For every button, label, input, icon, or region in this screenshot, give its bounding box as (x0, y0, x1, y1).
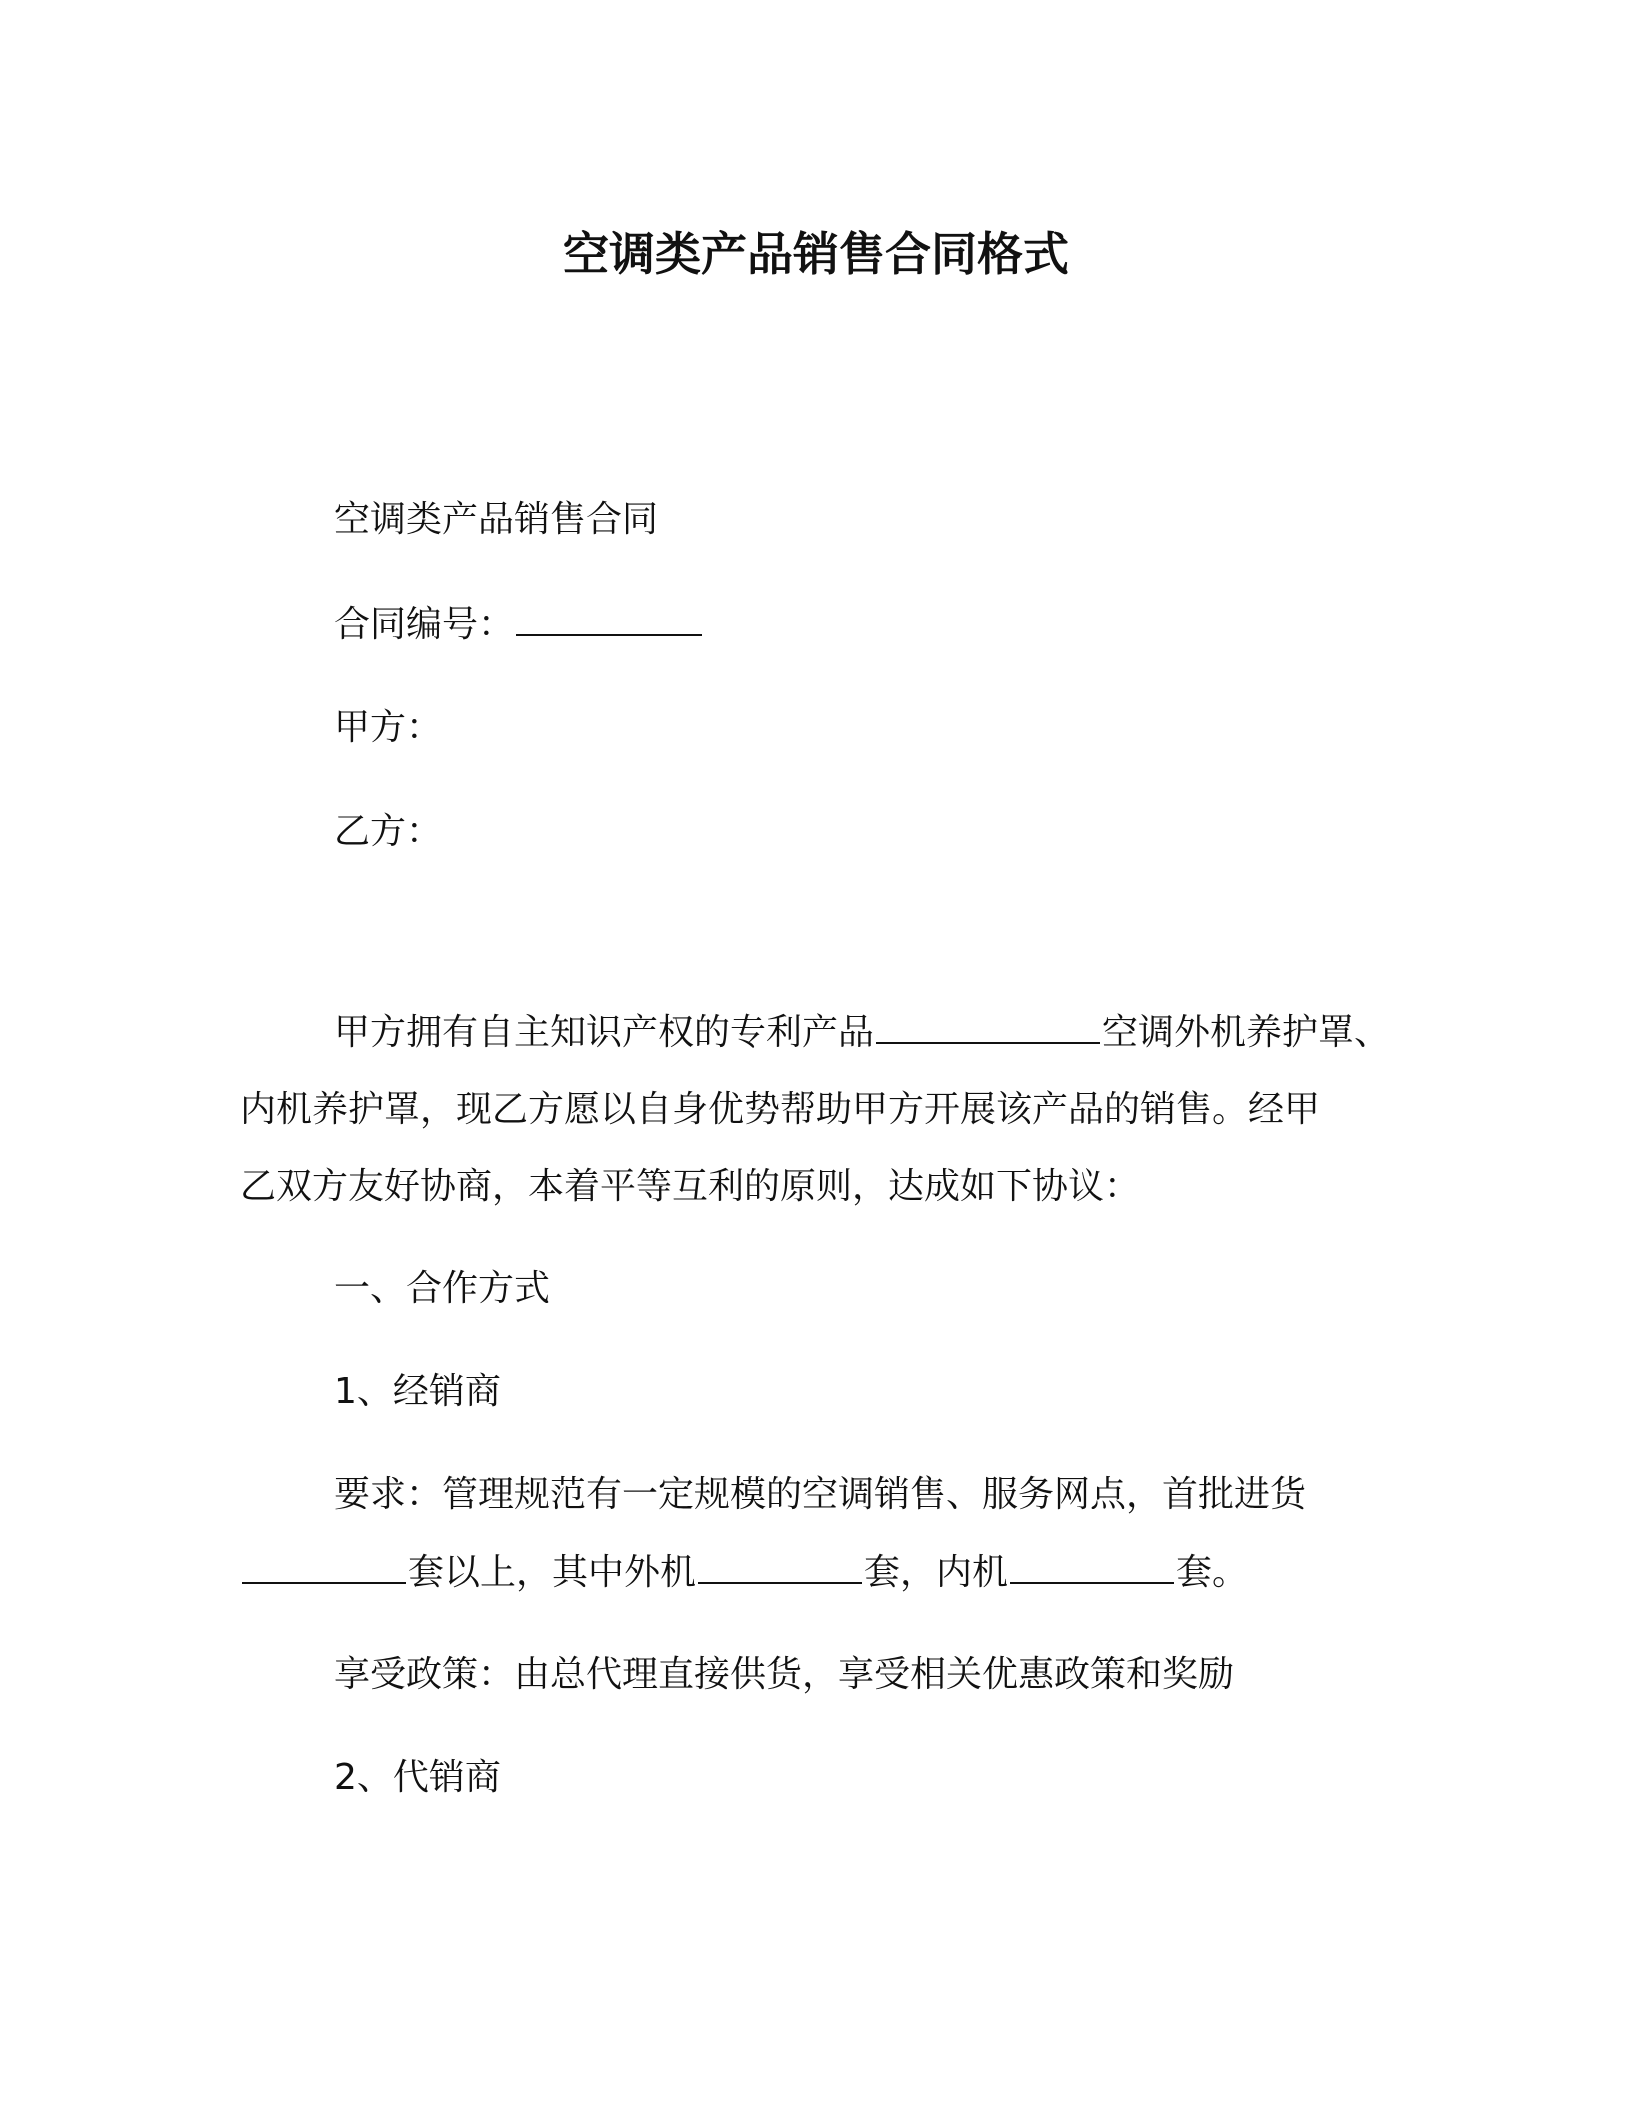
requirement-line-2 (240, 1548, 1460, 1597)
item-2-heading: 2、代销商 (334, 1757, 501, 1798)
requirement-line-2-part-a: 套以上，其中外机 (408, 1552, 697, 1593)
intro-line-1 (334, 1008, 1554, 1057)
requirement-line-1: 要求：管理规范有一定规模的空调销售、服务网点，首批进货 (334, 1474, 1307, 1515)
outdoor-unit-quantity-blank (698, 1548, 862, 1584)
requirement-line-2-part-c: 套。 (1176, 1552, 1249, 1593)
indoor-unit-quantity-blank (1010, 1548, 1174, 1584)
policy-line: 享受政策：由总代理直接供货，享受相关优惠政策和奖励 (334, 1654, 1235, 1695)
intro-line-1-part-b: 空调外机养护罩、 (1102, 1012, 1391, 1053)
item-1-heading: 1、经销商 (334, 1371, 501, 1412)
party-a-label: 甲方： (334, 707, 443, 748)
total-quantity-blank (242, 1548, 406, 1584)
section-1-heading: 一、合作方式 (334, 1268, 551, 1309)
document-title: 空调类产品销售合同格式 (563, 227, 1069, 281)
requirement-line-2-part-b: 套，内机 (864, 1552, 1009, 1593)
contract-number-label: 合同编号： (334, 604, 515, 645)
product-name-blank (876, 1008, 1100, 1044)
intro-line-2: 内机养护罩，现乙方愿以自身优势帮助甲方开展该产品的销售。经甲 (240, 1089, 1321, 1130)
contract-number-line (334, 600, 1554, 649)
intro-line-1-part-a: 甲方拥有自主知识产权的专利产品 (334, 1012, 875, 1053)
contract-number-blank (516, 600, 702, 636)
contract-subtitle: 空调类产品销售合同 (334, 499, 659, 540)
party-b-label: 乙方： (334, 811, 443, 852)
intro-line-3: 乙双方友好协商，本着平等互利的原则，达成如下协议： (240, 1166, 1141, 1207)
